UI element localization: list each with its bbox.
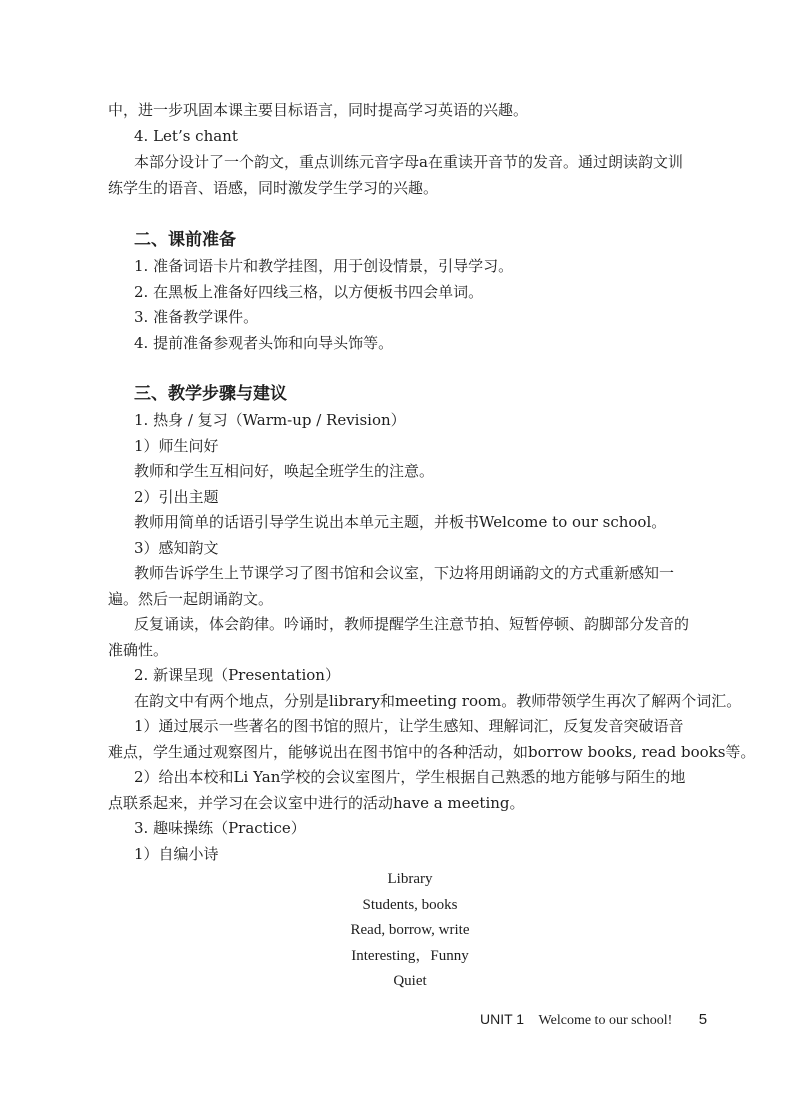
step-title-practice: 3. 趣味操练（Practice）	[134, 819, 306, 837]
substep-title: 1）师生问好	[134, 437, 219, 455]
section-heading-preparation: 二、课前准备	[134, 230, 236, 250]
paragraph-line: 本部分设计了一个韵文，重点训练元音字母a在重读开音节的发音。通过朗读韵文训	[134, 153, 683, 171]
paragraph-line: 难点，学生通过观察图片，能够说出在图书馆中的各种活动，如borrow books, read books等。	[108, 743, 756, 761]
paragraph-line: 在韵文中有两个地点，分别是library和meeting room。教师带领学生再次了解两个词汇。	[134, 692, 742, 710]
paragraph-line: 1）通过展示一些著名的图书馆的照片，让学生感知、理解词汇，反复发音突破语音	[134, 717, 684, 735]
paragraph-line: 教师和学生互相问好，唤起全班学生的注意。	[134, 462, 435, 480]
paragraph-line: 2）给出本校和Li Yan学校的会议室图片，学生根据自己熟悉的地方能够与陌生的地	[134, 768, 686, 786]
paragraph-line: 教师用简单的话语引导学生说出本单元主题，并板书Welcome to our school。	[134, 513, 667, 531]
paragraph-line: 中，进一步巩固本课主要目标语言，同时提高学习英语的兴趣。	[108, 101, 529, 119]
list-item: 1. 准备词语卡片和教学挂图，用于创设情景，引导学习。	[134, 257, 514, 275]
paragraph-line: 准确性。	[108, 641, 169, 659]
paragraph-line: 遍。然后一起朗诵韵文。	[108, 590, 274, 608]
list-item: 2. 在黑板上准备好四线三格，以方便板书四会单词。	[134, 283, 484, 301]
substep-title: 1）自编小诗	[134, 845, 219, 863]
footer-unit-title: Welcome to our school!	[538, 1013, 673, 1028]
subsection-title-lets-chant: 4. Let’s chant	[134, 127, 238, 145]
footer-unit-label: UNIT 1	[480, 1011, 525, 1027]
paragraph-line: 反复诵读，体会韵律。吟诵时，教师提醒学生注意节拍、短暂停顿、韵脚部分发音的	[134, 615, 690, 633]
poem-line: Quiet	[393, 973, 427, 989]
list-item: 4. 提前准备参观者头饰和向导头饰等。	[134, 334, 394, 352]
list-item: 3. 准备教学课件。	[134, 308, 259, 326]
poem-line: Students, books	[362, 897, 458, 913]
paragraph-line: 点联系起来，并学习在会议室中进行的活动have a meeting。	[108, 794, 525, 812]
page-number: 5	[698, 1011, 708, 1028]
paragraph-line: 教师告诉学生上节课学习了图书馆和会议室，下边将用朗诵韵文的方式重新感知一	[134, 564, 675, 582]
page-footer	[480, 1011, 707, 1029]
substep-title: 3）感知韵文	[134, 539, 219, 557]
section-heading-teaching-steps: 三、教学步骤与建议	[134, 384, 287, 404]
poem-line: Interesting，Funny	[351, 948, 469, 964]
poem-line: Library	[387, 871, 433, 887]
step-title-warm-up: 1. 热身 / 复习（Warm-up / Revision）	[134, 411, 406, 429]
paragraph-line: 练学生的语音、语感，同时激发学生学习的兴趣。	[108, 179, 439, 197]
substep-title: 2）引出主题	[134, 488, 219, 506]
step-title-presentation: 2. 新课呈现（Presentation）	[134, 666, 340, 684]
poem-line: Read, borrow, write	[350, 922, 470, 938]
